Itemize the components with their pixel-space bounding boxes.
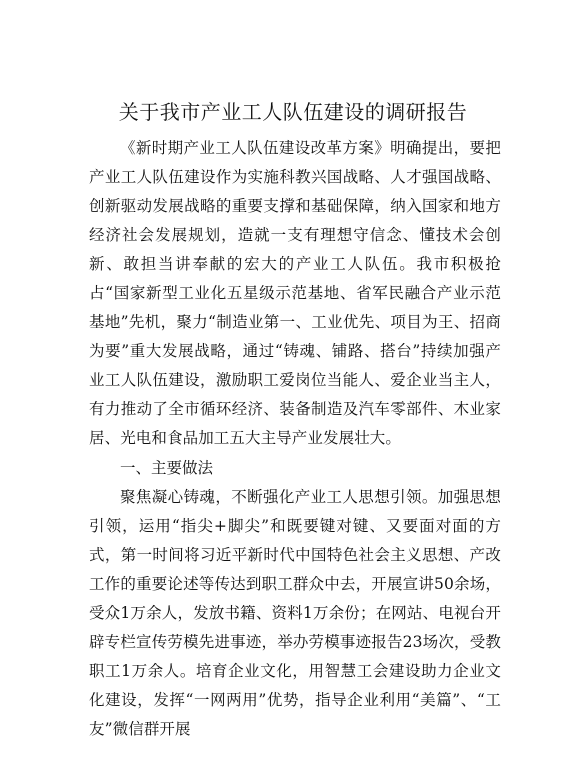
section-heading: 一、主要做法 bbox=[120, 459, 214, 477]
intro-paragraph: 《新时期产业工人队伍建设改革方案》明确提出，要把产业工人队伍建设作为实施科教兴国战略、人才强国战略、创新驱动发展战略的重要支撑和基础保障，纳入国家和地方经济社会发展规划，造就一支有理想守信念、懂技术会创新、敢担当讲奉献的宏大的产业工人队伍。我市积极抢占“国家新型工业化五星级示范基地、省军民融合产业示范基地”先机，聚力“制造业第一、工业优先、项目为王、招商为要”重大发展战略，通过“铸魂、铺路、搭台”持续加强产业工人队伍建设，激励职工爱岗位当能人、爱企业当主人，有力推动了全市循环经济、装备制造及汽车零部件、木业家居、光电和食品加工五大主导产业发展壮大。 bbox=[89, 139, 501, 447]
document-body bbox=[89, 134, 501, 744]
section-paragraph: 聚焦凝心铸魂，不断强化产业工人思想引领。加强思想引领，运用“指尖+脚尖”和既要键对键、又要面对面的方式，第一时间将习近平新时代中国特色社会主义思想、产改工作的重要论述等传达到职工群众中去，开展宣讲50余场，受众1万余人，发放书籍、资料1万余份；在网站、电视台开辟专栏宣传劳模先进事迹，举办劳模事迹报告23场次，受教职工1万余人。培育企业文化，用智慧工会建设助力企业文化建设，发挥“一网两用”优势，指导企业利用“美篇”、“工友”微信群开展 bbox=[89, 488, 501, 738]
document-title: 关于我市产业工人队伍建设的调研报告 bbox=[118, 100, 468, 124]
